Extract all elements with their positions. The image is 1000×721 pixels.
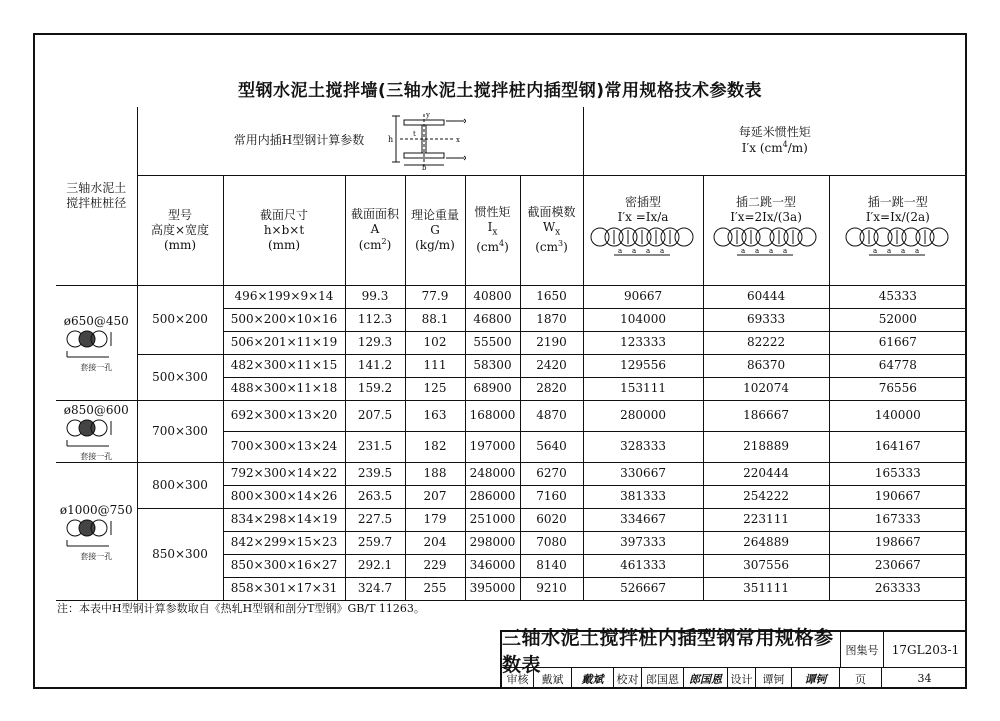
design-signature: 谭钶: [792, 668, 840, 689]
svg-text:t: t: [413, 129, 417, 138]
svg-text:x: x: [456, 135, 461, 144]
header-weight: 理论重量 G (kg/m): [405, 175, 465, 285]
table-row: [56, 285, 966, 308]
value-cell: 102: [405, 331, 465, 354]
atlas-label: 图集号: [841, 632, 884, 667]
check-name: 郎国恩: [642, 668, 684, 689]
svg-text:a: a: [872, 247, 877, 255]
value-cell: 207: [405, 485, 465, 508]
value-cell: 99.3: [345, 285, 405, 308]
svg-text:b: b: [422, 163, 427, 170]
svg-text:y: y: [426, 111, 431, 119]
value-cell: 395000: [465, 577, 520, 600]
value-cell: 104000: [583, 308, 703, 331]
value-cell: 82222: [703, 331, 829, 354]
value-cell: 123333: [583, 331, 703, 354]
model-cell: 850×300: [137, 508, 223, 600]
value-cell: 2420: [520, 354, 583, 377]
value-cell: 292.1: [345, 554, 405, 577]
value-cell: 220444: [703, 462, 829, 485]
value-cell: 229: [405, 554, 465, 577]
svg-text:a: a: [741, 247, 746, 255]
value-cell: 227.5: [345, 508, 405, 531]
value-cell: 230667: [829, 554, 966, 577]
value-cell: 506×201×11×19: [223, 331, 345, 354]
value-cell: 264889: [703, 531, 829, 554]
value-cell: 488×300×11×18: [223, 377, 345, 400]
check-label: 校对: [614, 668, 642, 689]
value-cell: 129556: [583, 354, 703, 377]
design-name: 谭钶: [756, 668, 792, 689]
value-cell: 165333: [829, 462, 966, 485]
pile-diameter-cell: ø850@600 套接一孔: [56, 400, 137, 462]
pile-diameter-cell: ø650@450 套接一孔: [56, 285, 137, 400]
value-cell: 4870: [520, 400, 583, 431]
value-cell: 52000: [829, 308, 966, 331]
value-cell: 2190: [520, 331, 583, 354]
table-title: 型钢水泥土搅拌墙(三轴水泥土搅拌桩内插型钢)常用规格技术参数表: [237, 81, 763, 101]
value-cell: 526667: [583, 577, 703, 600]
header-pile-diameter: 三轴水泥土搅拌桩桩径: [56, 107, 137, 285]
value-cell: 6270: [520, 462, 583, 485]
value-cell: 207.5: [345, 400, 405, 431]
value-cell: 69333: [703, 308, 829, 331]
skip-two-layout-icon: [711, 225, 821, 261]
header-dense: 密插型 I′x =Ix/a a a a a: [583, 175, 703, 285]
value-cell: 90667: [583, 285, 703, 308]
value-cell: 461333: [583, 554, 703, 577]
value-cell: 218889: [703, 431, 829, 462]
header-skip-one: 插一跳一型 I′x=Ix/(2a) a a a a: [829, 175, 966, 285]
value-cell: 168000: [465, 400, 520, 431]
svg-text:a: a: [769, 247, 774, 255]
value-cell: 190667: [829, 485, 966, 508]
value-cell: 125: [405, 377, 465, 400]
value-cell: 8140: [520, 554, 583, 577]
value-cell: 7080: [520, 531, 583, 554]
value-cell: 482×300×11×15: [223, 354, 345, 377]
page-number: 34: [917, 672, 932, 685]
svg-text:h: h: [388, 134, 394, 144]
model-cell: 800×300: [137, 462, 223, 508]
value-cell: 263.5: [345, 485, 405, 508]
value-cell: 61667: [829, 331, 966, 354]
value-cell: 850×300×16×27: [223, 554, 345, 577]
title-block: [500, 626, 967, 689]
header-model: 型号 高度×宽度 (mm): [137, 175, 223, 285]
dense-layout-icon: [588, 225, 698, 261]
header-inertia-per-m: 每延米惯性矩 I′x $(cm^4/m)$: [583, 107, 966, 175]
value-cell: 159.2: [345, 377, 405, 400]
value-cell: 45333: [829, 285, 966, 308]
table-row: [56, 508, 966, 531]
value-cell: 167333: [829, 508, 966, 531]
table-row: [56, 462, 966, 485]
svg-text:a: a: [618, 247, 623, 255]
pile-layout-icon: [61, 518, 131, 548]
value-cell: 858×301×17×31: [223, 577, 345, 600]
review-name: 戴斌: [534, 668, 572, 689]
value-cell: 88.1: [405, 308, 465, 331]
design-label: 设计: [728, 668, 756, 689]
value-cell: 204: [405, 531, 465, 554]
svg-text:a: a: [914, 247, 919, 255]
value-cell: 2820: [520, 377, 583, 400]
value-cell: 5640: [520, 431, 583, 462]
value-cell: 7160: [520, 485, 583, 508]
pile-layout-icon: [61, 418, 131, 448]
value-cell: 153111: [583, 377, 703, 400]
value-cell: 60444: [703, 285, 829, 308]
value-cell: 86370: [703, 354, 829, 377]
svg-text:a: a: [755, 247, 760, 255]
value-cell: 397333: [583, 531, 703, 554]
value-cell: 102074: [703, 377, 829, 400]
spec-table: [56, 107, 966, 601]
value-cell: 140000: [829, 400, 966, 431]
value-cell: 334667: [583, 508, 703, 531]
value-cell: 496×199×9×14: [223, 285, 345, 308]
header-inertia: 惯性矩 $I_x$ $(cm^4)$: [465, 175, 520, 285]
model-cell: 500×200: [137, 285, 223, 354]
value-cell: 64778: [829, 354, 966, 377]
header-area: 截面面积 A $(cm^2)$: [345, 175, 405, 285]
value-cell: 251000: [465, 508, 520, 531]
value-cell: 6020: [520, 508, 583, 531]
value-cell: 77.9: [405, 285, 465, 308]
h-section-icon: [376, 112, 486, 170]
title-block-title: 三轴水泥土搅拌桩内插型钢常用规格参数表: [502, 632, 841, 667]
check-signature: 郎国恩: [684, 668, 728, 689]
value-cell: 46800: [465, 308, 520, 331]
value-cell: 351111: [703, 577, 829, 600]
svg-text:a: a: [660, 247, 665, 255]
value-cell: 231.5: [345, 431, 405, 462]
value-cell: 255: [405, 577, 465, 600]
value-cell: 111: [405, 354, 465, 377]
value-cell: 197000: [465, 431, 520, 462]
value-cell: 182: [405, 431, 465, 462]
value-cell: 68900: [465, 377, 520, 400]
value-cell: 842×299×15×23: [223, 531, 345, 554]
value-cell: 76556: [829, 377, 966, 400]
value-cell: 129.3: [345, 331, 405, 354]
value-cell: 55500: [465, 331, 520, 354]
value-cell: 330667: [583, 462, 703, 485]
value-cell: 792×300×14×22: [223, 462, 345, 485]
value-cell: 1870: [520, 308, 583, 331]
header-calc-params: 常用内插H型钢计算参数 h y x t b: [137, 107, 583, 175]
value-cell: 307556: [703, 554, 829, 577]
header-modulus: 截面模数 $W_x$ $(cm^3)$: [520, 175, 583, 285]
pile-diameter-cell: ø1000@750 套接一孔: [56, 462, 137, 600]
model-cell: 700×300: [137, 400, 223, 462]
value-cell: 239.5: [345, 462, 405, 485]
value-cell: 259.7: [345, 531, 405, 554]
value-cell: 188: [405, 462, 465, 485]
value-cell: 223111: [703, 508, 829, 531]
value-cell: 141.2: [345, 354, 405, 377]
value-cell: 9210: [520, 577, 583, 600]
value-cell: 346000: [465, 554, 520, 577]
value-cell: 186667: [703, 400, 829, 431]
value-cell: 381333: [583, 485, 703, 508]
table-note: 注：本表中H型钢计算参数取自《热轧H型钢和剖分T型钢》GB/T 11263。: [57, 602, 425, 615]
value-cell: 40800: [465, 285, 520, 308]
svg-text:a: a: [632, 247, 637, 255]
value-cell: 500×200×10×16: [223, 308, 345, 331]
value-cell: 163: [405, 400, 465, 431]
model-cell: 500×300: [137, 354, 223, 400]
table-row: [56, 400, 966, 431]
value-cell: 263333: [829, 577, 966, 600]
value-cell: 112.3: [345, 308, 405, 331]
value-cell: 1650: [520, 285, 583, 308]
atlas-number: 17GL203-1: [891, 642, 960, 657]
review-label: 审核: [502, 668, 534, 689]
page-label: 页: [840, 668, 882, 689]
header-skip-two: 插二跳一型 I′x=2Ix/(3a) a a a a: [703, 175, 829, 285]
value-cell: 834×298×14×19: [223, 508, 345, 531]
svg-text:a: a: [783, 247, 788, 255]
value-cell: 286000: [465, 485, 520, 508]
svg-text:a: a: [646, 247, 651, 255]
value-cell: 254222: [703, 485, 829, 508]
value-cell: 800×300×14×26: [223, 485, 345, 508]
value-cell: 328333: [583, 431, 703, 462]
table-row: [56, 354, 966, 377]
value-cell: 179: [405, 508, 465, 531]
value-cell: 248000: [465, 462, 520, 485]
value-cell: 298000: [465, 531, 520, 554]
value-cell: 692×300×13×20: [223, 400, 345, 431]
value-cell: 700×300×13×24: [223, 431, 345, 462]
pile-layout-icon: [61, 329, 131, 359]
svg-text:a: a: [886, 247, 891, 255]
value-cell: 198667: [829, 531, 966, 554]
value-cell: 324.7: [345, 577, 405, 600]
header-section-size: 截面尺寸 h×b×t (mm): [223, 175, 345, 285]
svg-text:a: a: [900, 247, 905, 255]
skip-one-layout-icon: [843, 225, 953, 261]
value-cell: 164167: [829, 431, 966, 462]
value-cell: 58300: [465, 354, 520, 377]
review-signature: 戴斌: [572, 668, 614, 689]
value-cell: 280000: [583, 400, 703, 431]
